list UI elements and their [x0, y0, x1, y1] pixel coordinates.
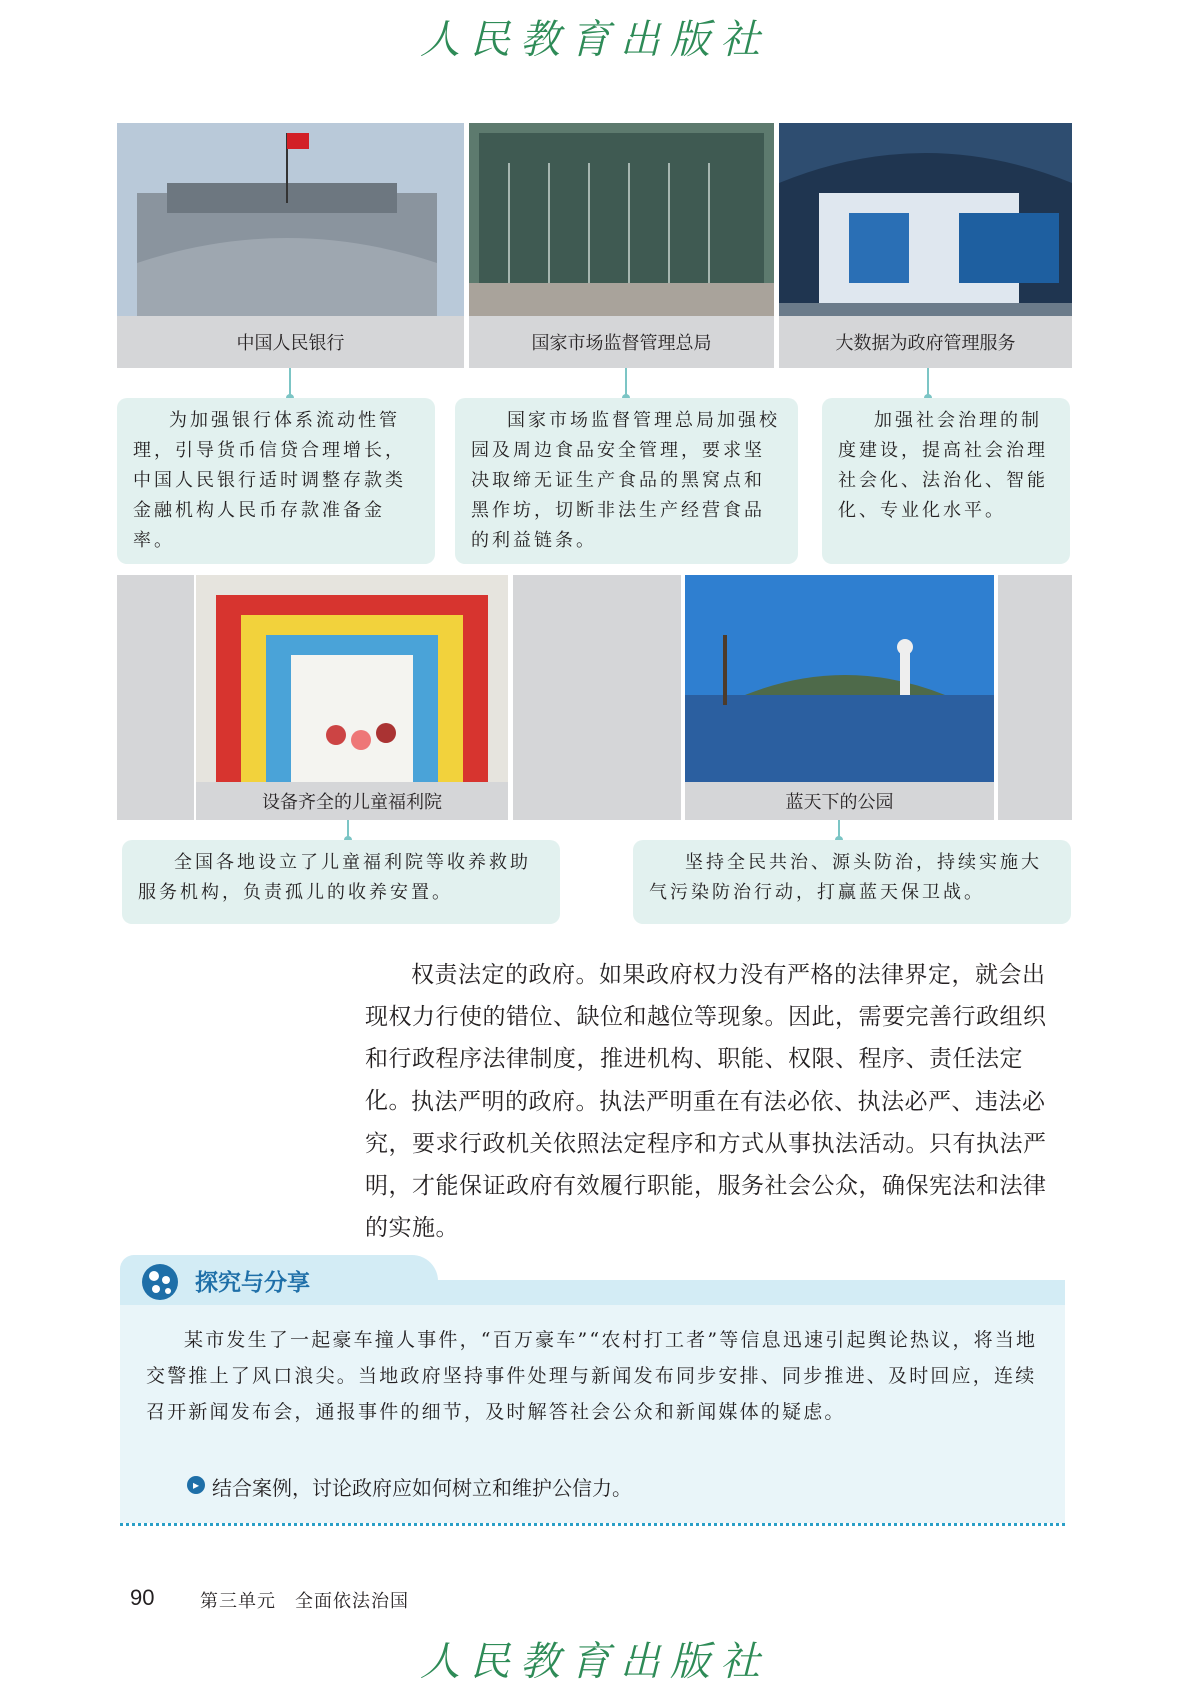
page-number: 90 — [130, 1585, 155, 1610]
divider — [120, 1523, 1065, 1526]
photo-big-data — [779, 123, 1072, 316]
photo-market-regulation — [469, 123, 774, 316]
gray-panel — [513, 575, 681, 820]
publisher-watermark-top: 人民教育出版社 — [420, 17, 770, 63]
explore-question: 结合案例，讨论政府应如何树立和维护公信力。 — [212, 1476, 632, 1500]
explore-title: 探究与分享 — [195, 1270, 310, 1296]
desc-park: 坚持全民共治、源头防治，持续实施大气污染防治行动，打赢蓝天保卫战。 — [633, 840, 1071, 924]
desc-peoples-bank: 为加强银行体系流动性管理，引导货币信贷合理增长，中国人民银行适时调整存款类金融机构人民币存款准备金率。 — [117, 398, 435, 564]
caption-market-regulation: 国家市场监督管理总局 — [469, 316, 774, 368]
body-paragraph: 权责法定的政府。如果政府权力没有严格的法律界定，就会出现权力行使的错位、缺位和越位等现象。因此，需要完善行政组织和行政程序法律制度，推进机构、职能、权限、程序、责任法定化。 — [365, 962, 1047, 1114]
desc-childrens-welfare: 全国各地设立了儿童福利院等收养救助服务机构，负责孤儿的收养安置。 — [122, 840, 560, 924]
desc-market-regulation: 国家市场监督管理总局加强校园及周边食品安全管理，要求坚决取缔无证生产食品的黑窝点和黑作坊，切断非法生产经营食品的利益链条。 — [455, 398, 798, 564]
caption-peoples-bank: 中国人民银行 — [117, 316, 464, 368]
photo-park — [685, 575, 994, 782]
desc-big-data: 加强社会治理的制度建设，提高社会治理社会化、法治化、智能化、专业化水平。 — [822, 398, 1070, 564]
connector-line — [347, 820, 349, 840]
globe-icon — [140, 1262, 180, 1302]
caption-park: 蓝天下的公园 — [685, 782, 994, 820]
connector-line — [289, 368, 291, 398]
connector-line — [927, 368, 929, 398]
footer-section: 第三单元 全面依法治国 — [200, 1591, 409, 1612]
caption-childrens-welfare: 设备齐全的儿童福利院 — [196, 782, 508, 820]
photo-peoples-bank — [117, 123, 464, 316]
photo-childrens-welfare — [196, 575, 508, 782]
gray-panel — [117, 575, 194, 820]
arrow-bullet-icon: ▸ — [187, 1476, 205, 1494]
connector-line — [838, 820, 840, 840]
publisher-watermark-bottom: 人民教育出版社 — [420, 1639, 770, 1685]
explore-case-text: 某市发生了一起豪车撞人事件，“百万豪车”“农村打工者”等信息迅速引起舆论热议，将当地交警推上了风口浪尖。当地政府坚持事件处理与新闻发布同步安排、同步推进、及时回应，连续召开新闻发布会，通报事件的细节，及时解答社会公众和新闻媒体的疑虑。 — [146, 1329, 1038, 1423]
connector-line — [625, 368, 627, 398]
gray-panel — [998, 575, 1072, 820]
body-paragraph: 执法严明的政府。执法严明重在有法必依、执法必严、违法必究，要求行政机关依照法定程序和方式从事执法活动。只有执法严明，才能保证政府有效履行职能，服务社会公众，确保宪法和法律的实施。 — [365, 1089, 1047, 1241]
caption-big-data: 大数据为政府管理服务 — [779, 316, 1072, 368]
